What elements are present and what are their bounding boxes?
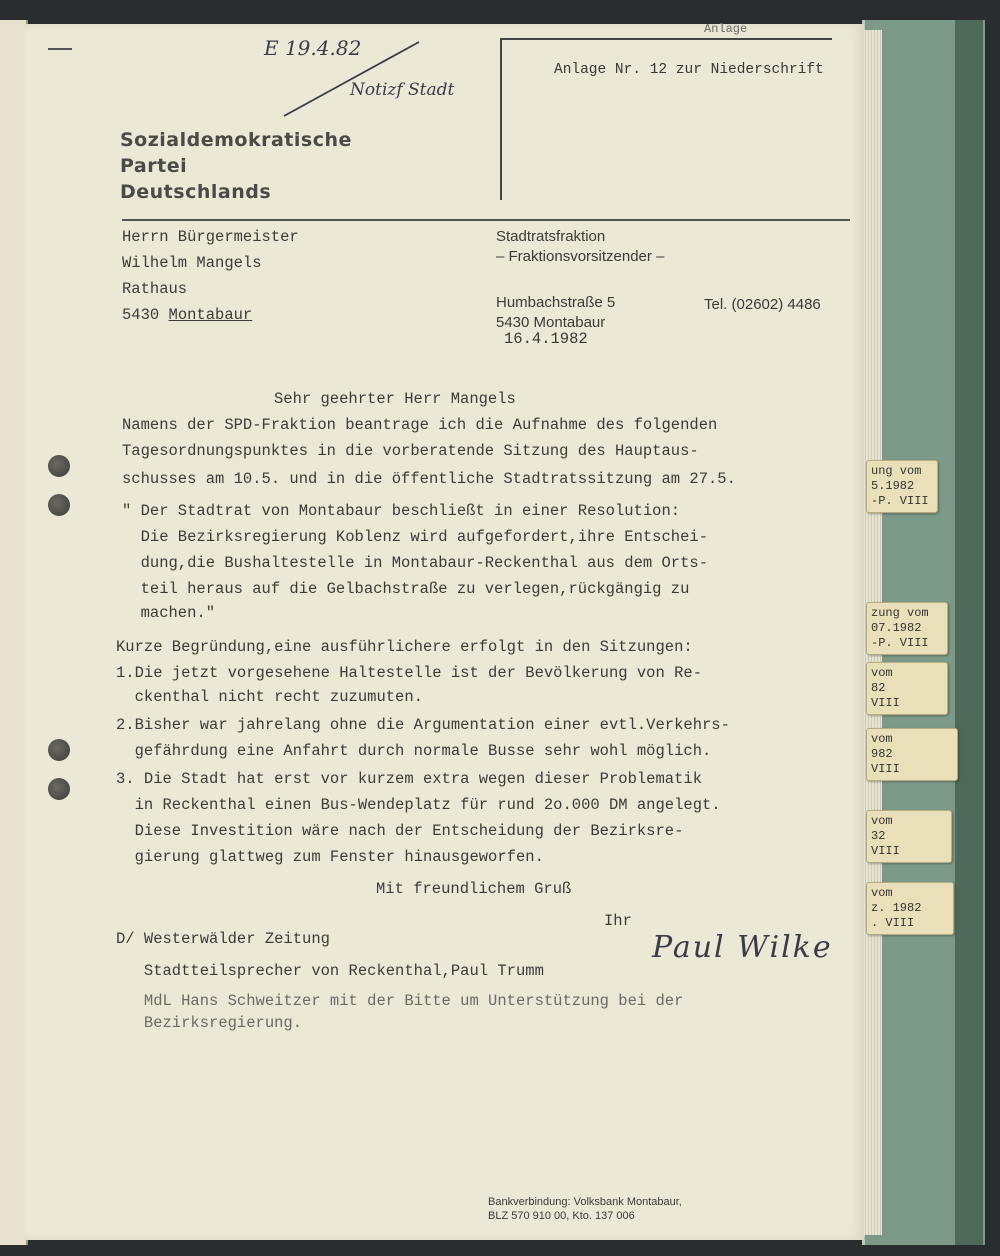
punch-hole	[48, 778, 70, 800]
binder-spine	[955, 20, 983, 1245]
sender-phone: Tel. (02602) 4486	[704, 296, 821, 313]
recipient-line1: Herrn Bürgermeister	[122, 228, 299, 246]
tab-line: 982	[871, 747, 893, 761]
header-divider	[122, 219, 850, 221]
index-tab[interactable]	[866, 460, 938, 513]
tab-line: 82	[871, 681, 886, 695]
cc-line: Stadtteilsprecher von Reckenthal,Paul Trumm	[116, 962, 544, 980]
stamp-tab-label: Anlage	[704, 22, 748, 36]
letter-date: 16.4.1982	[504, 330, 588, 348]
punch-hole	[48, 739, 70, 761]
cc-line: D/ Westerwälder Zeitung	[116, 930, 330, 948]
sender-city: 5430 Montabaur	[496, 314, 606, 331]
tab-line: vom	[871, 732, 893, 746]
reason-line: gierung glattweg zum Fenster hinausgeworfen.	[116, 848, 544, 866]
tab-line: -P. VIII	[871, 494, 929, 508]
handwritten-stroke	[274, 38, 424, 120]
tab-line: ung vom	[871, 464, 922, 478]
reason-line: 3. Die Stadt hat erst vor kurzem extra wegen dieser Problematik	[116, 770, 702, 788]
reason-line: 1.Die jetzt vorgesehene Haltestelle ist der Bevölkerung von Re-	[116, 664, 702, 682]
tab-line: VIII	[871, 844, 900, 858]
quote-line: teil heraus auf die Gelbachstraße zu verlegen,rückgängig zu	[122, 580, 690, 598]
closing: Mit freundlichem Gruß	[376, 880, 572, 898]
reason-intro: Kurze Begründung,eine ausführlichere erfolgt in den Sitzungen:	[116, 638, 693, 656]
signature: Paul Wilke	[652, 930, 833, 965]
sender-role: – Fraktionsvorsitzender –	[496, 248, 665, 265]
letter-page	[24, 24, 864, 1240]
reason-line: ckenthal nicht recht zuzumuten.	[116, 688, 423, 706]
quote-line: machen."	[122, 604, 216, 622]
recipient-city: Montabaur	[168, 306, 253, 324]
fold-mark	[48, 48, 72, 50]
body-line: Namens der SPD-Fraktion beantrage ich die Aufnahme des folgenden	[122, 416, 718, 434]
index-tab[interactable]	[866, 728, 958, 781]
cc-line: MdL Hans Schweitzer mit der Bitte um Unterstützung bei der	[116, 992, 684, 1010]
party-name-line3: Deutschlands	[120, 181, 272, 203]
tab-line: VIII	[871, 762, 900, 776]
party-name-line2: Partei	[120, 155, 188, 177]
index-tab[interactable]	[866, 882, 954, 935]
recipient-line3: Rathaus	[122, 280, 188, 298]
tab-line: -P. VIII	[871, 636, 929, 650]
party-name-line1: Sozialdemokratische	[120, 129, 352, 151]
recipient-line4	[122, 306, 252, 324]
punch-hole	[48, 455, 70, 477]
sender-office: Stadtratsfraktion	[496, 228, 606, 245]
handwritten-initials: Notizf Stadt	[350, 80, 455, 100]
tab-line: VIII	[871, 696, 900, 710]
recipient-zip: 5430	[122, 306, 169, 324]
reason-line: 2.Bisher war jahrelang ohne die Argumentation einer evtl.Verkehrs-	[116, 716, 730, 734]
index-tab[interactable]	[866, 602, 948, 655]
tab-line: 07.1982	[871, 621, 922, 635]
tab-line: vom	[871, 666, 893, 680]
body-line: Tagesordnungspunktes in die vorberatende Sitzung des Hauptaus-	[122, 442, 699, 460]
handwritten-date-note: E 19.4.82	[264, 36, 362, 60]
cc-line: Bezirksregierung.	[116, 1014, 303, 1032]
tab-line: 5.1982	[871, 479, 915, 493]
reason-line: in Reckenthal einen Bus-Wendeplatz für rund 2o.000 DM angelegt.	[116, 796, 721, 814]
closing-ihr: Ihr	[604, 912, 632, 930]
quote-line: dung,die Bushaltestelle in Montabaur-Reckenthal aus dem Orts-	[122, 554, 708, 572]
bank-line2: BLZ 570 910 00, Kto. 137 006	[488, 1210, 635, 1222]
index-tab[interactable]	[866, 662, 948, 715]
index-tab[interactable]	[866, 810, 952, 863]
reason-line: Diese Investition wäre nach der Entscheidung der Bezirksre-	[116, 822, 684, 840]
body-line: schusses am 10.5. und in die öffentliche Stadtratssitzung am 27.5.	[122, 470, 736, 488]
quote-line: " Der Stadtrat von Montabaur beschließt in einer Resolution:	[122, 502, 681, 520]
recipient-line2: Wilhelm Mangels	[122, 254, 262, 272]
salutation: Sehr geehrter Herr Mangels	[274, 390, 516, 408]
sender-street: Humbachstraße 5	[496, 294, 616, 311]
tab-line: vom	[871, 814, 893, 828]
tab-line: zung vom	[871, 606, 929, 620]
bank-line1: Bankverbindung: Volksbank Montabaur,	[488, 1196, 682, 1208]
tab-line: 32	[871, 829, 886, 843]
quote-line: Die Bezirksregierung Koblenz wird aufgefordert,ihre Entschei-	[122, 528, 708, 546]
tab-line: . VIII	[871, 916, 915, 930]
tab-line: z. 1982	[871, 901, 922, 915]
annex-text: Anlage Nr. 12 zur Niederschrift	[554, 62, 824, 78]
reason-line: gefährdung eine Anfahrt durch normale Busse sehr wohl möglich.	[116, 742, 712, 760]
tab-line: vom	[871, 886, 893, 900]
punch-hole	[48, 494, 70, 516]
